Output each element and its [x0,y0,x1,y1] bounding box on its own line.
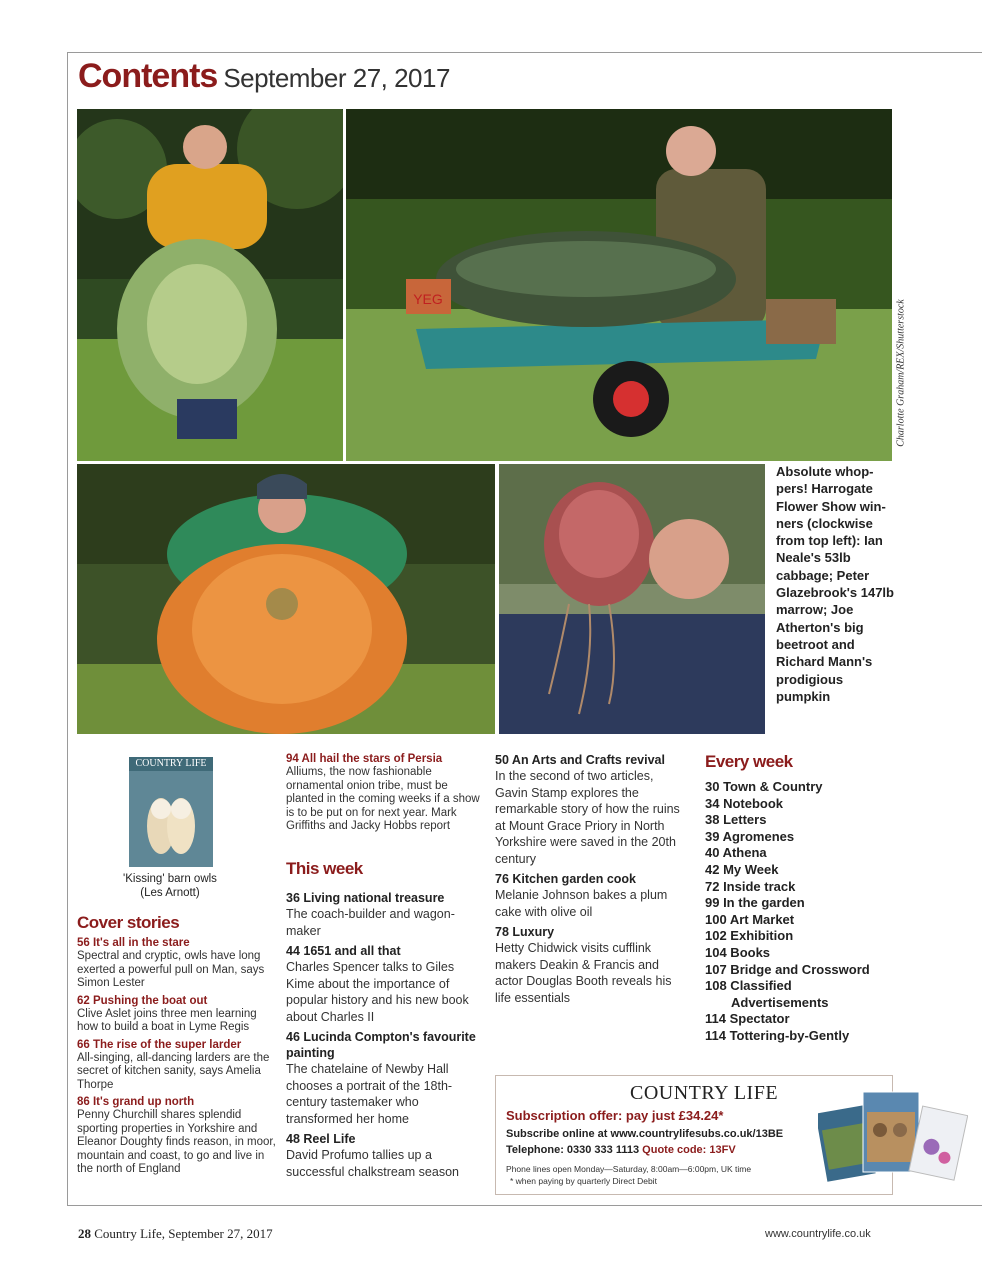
this-week-heading: This week [286,859,363,878]
this-week-list [286,890,476,1184]
list-item[interactable]: 66 The rise of the super larder All-singing, all-dancing larders are the secret of kitchen sanity, says Amelia Thorpe [77,1038,270,1091]
list-item[interactable]: 78 Luxury Hetty Chidwick visits cufflink makers Deakin & Francis and actor Douglas Booth reveals his life essentials [495,925,672,1005]
subscription-link[interactable]: Subscribe online at www.countrylifesubs.co.uk/13BE [506,1128,784,1140]
direct-debit-note: * when paying by quarterly Direct Debit [510,1176,657,1186]
list-item[interactable]: 48 Reel Life David Profumo tallies up a successful chalkstream season [286,1132,459,1179]
photo-beetroot [499,464,765,734]
marrow-tag: YEG [413,291,443,307]
publication-line: Country Life, September 27, 2017 [94,1226,273,1241]
owl-image [129,771,213,867]
list-item[interactable]: 36 Living national treasure The coach-builder and wagon-maker [286,891,455,938]
cover-stories-heading: Cover stories [77,913,180,932]
list-item[interactable]: 107 Bridge and Crossword [705,961,870,977]
persia-article[interactable]: 94 All hail the stars of Persia Alliums, the now fashionable ornamental onion tribe, must be planted in the coming weeks if a show is to be put on for next year. Mark Griffiths and Jacky Hobbs report [286,753,480,832]
photo-credit: Charlotte Graham/REX/Shutterstock [895,298,907,447]
list-item[interactable]: 102 Exhibition [705,928,794,944]
contents-label: Contents [78,57,218,95]
page-number: 28 [78,1226,91,1241]
list-item[interactable]: 42 My Week [705,861,779,877]
list-item[interactable]: 76 Kitchen garden cook Melanie Johnson bakes a plum cake with olive oil [495,872,668,919]
list-item[interactable]: 30 Town & Country [705,779,823,794]
subscription-offer: Subscription offer: pay just £34.24* [506,1108,724,1123]
issue-date: September 27, 2017 [223,63,450,93]
cover-thumbnail [129,757,213,867]
list-item[interactable]: 99 In the garden [705,895,805,911]
list-item[interactable]: 46 Lucinda Compton's favourite painting The chatelaine of Newby Hall chooses a portrait of the 18th-century tastemaker who transformed her home [286,1030,476,1126]
cover-caption: 'Kissing' barn owls (Les Arnott) [123,873,217,899]
list-item[interactable]: 38 Letters [705,812,767,828]
phone-hours: Phone lines open Monday—Saturday, 8:00am—6:00pm, UK time [506,1164,752,1174]
photo-pumpkin [77,464,495,734]
subscription-telephone: Telephone: 0330 333 1113 Quote code: 13FV [506,1144,736,1156]
features-list [495,752,685,1010]
list-item[interactable]: 56 It's all in the stare Spectral and cryptic, owls have long exerted a powerful pull on Man, says Simon Lester [77,937,265,989]
list-item[interactable]: 104 Books [705,944,771,960]
magazine-stack-image [818,1090,968,1190]
subscription-logo: COUNTRY LIFE [630,1082,779,1104]
list-item[interactable]: 34 Notebook [705,795,784,811]
list-item[interactable]: Advertisements [731,994,829,1010]
quote-code: Quote code: 13FV [642,1144,736,1156]
list-item[interactable]: 100 Art Market [705,911,795,927]
photo-caption: Absolute whop-pers! Harrogate Flower Show win-ners (clockwise from top left): Ian Neale's 53lb cabbage; Peter Glazebrook's 147lb marrow; Joe Atherton's big beetroot and Richard Mann's prodigious pumpkin [776,464,894,704]
page-title [78,56,450,98]
list-item[interactable]: 50 An Arts and Crafts revival In the second of two articles, Gavin Stamp explores the remarkable story of how the ruins at Mount Grace Priory in North Yorkshire were saved in the 20th century [495,753,680,866]
every-week-heading: Every week [705,752,793,771]
cover-masthead: COUNTRY LIFE [129,757,213,771]
every-week-list [705,779,895,1045]
list-item[interactable]: 114 Tottering-by-Gently [705,1027,850,1043]
list-item[interactable]: 39 Agromenes [705,828,795,844]
website-url[interactable]: www.countrylife.co.uk [765,1228,871,1240]
list-item[interactable]: 40 Athena [705,845,767,861]
page-footer [78,1226,273,1242]
list-item[interactable]: 108 Classified [705,978,792,994]
photo-cabbage [77,109,343,461]
list-item[interactable]: 62 Pushing the boat out Clive Aslet joins three men learning how to build a boat in Lyme Regis [77,994,257,1033]
list-item[interactable]: 72 Inside track [705,878,796,894]
list-item[interactable]: 44 1651 and all that Charles Spencer talks to Giles Kime about the importance of popular history and his new book about Charles II [286,944,469,1024]
photo-marrow [346,109,892,461]
list-item[interactable]: 86 It's grand up north Penny Churchill shares splendid sporting properties in Yorkshire and Eleanor Doughty finds reason, in moor, mountain and coast, to go and live in the north of England [77,1096,276,1175]
cover-stories-list [77,937,277,1181]
list-item[interactable]: 114 Spectator [705,1011,790,1027]
